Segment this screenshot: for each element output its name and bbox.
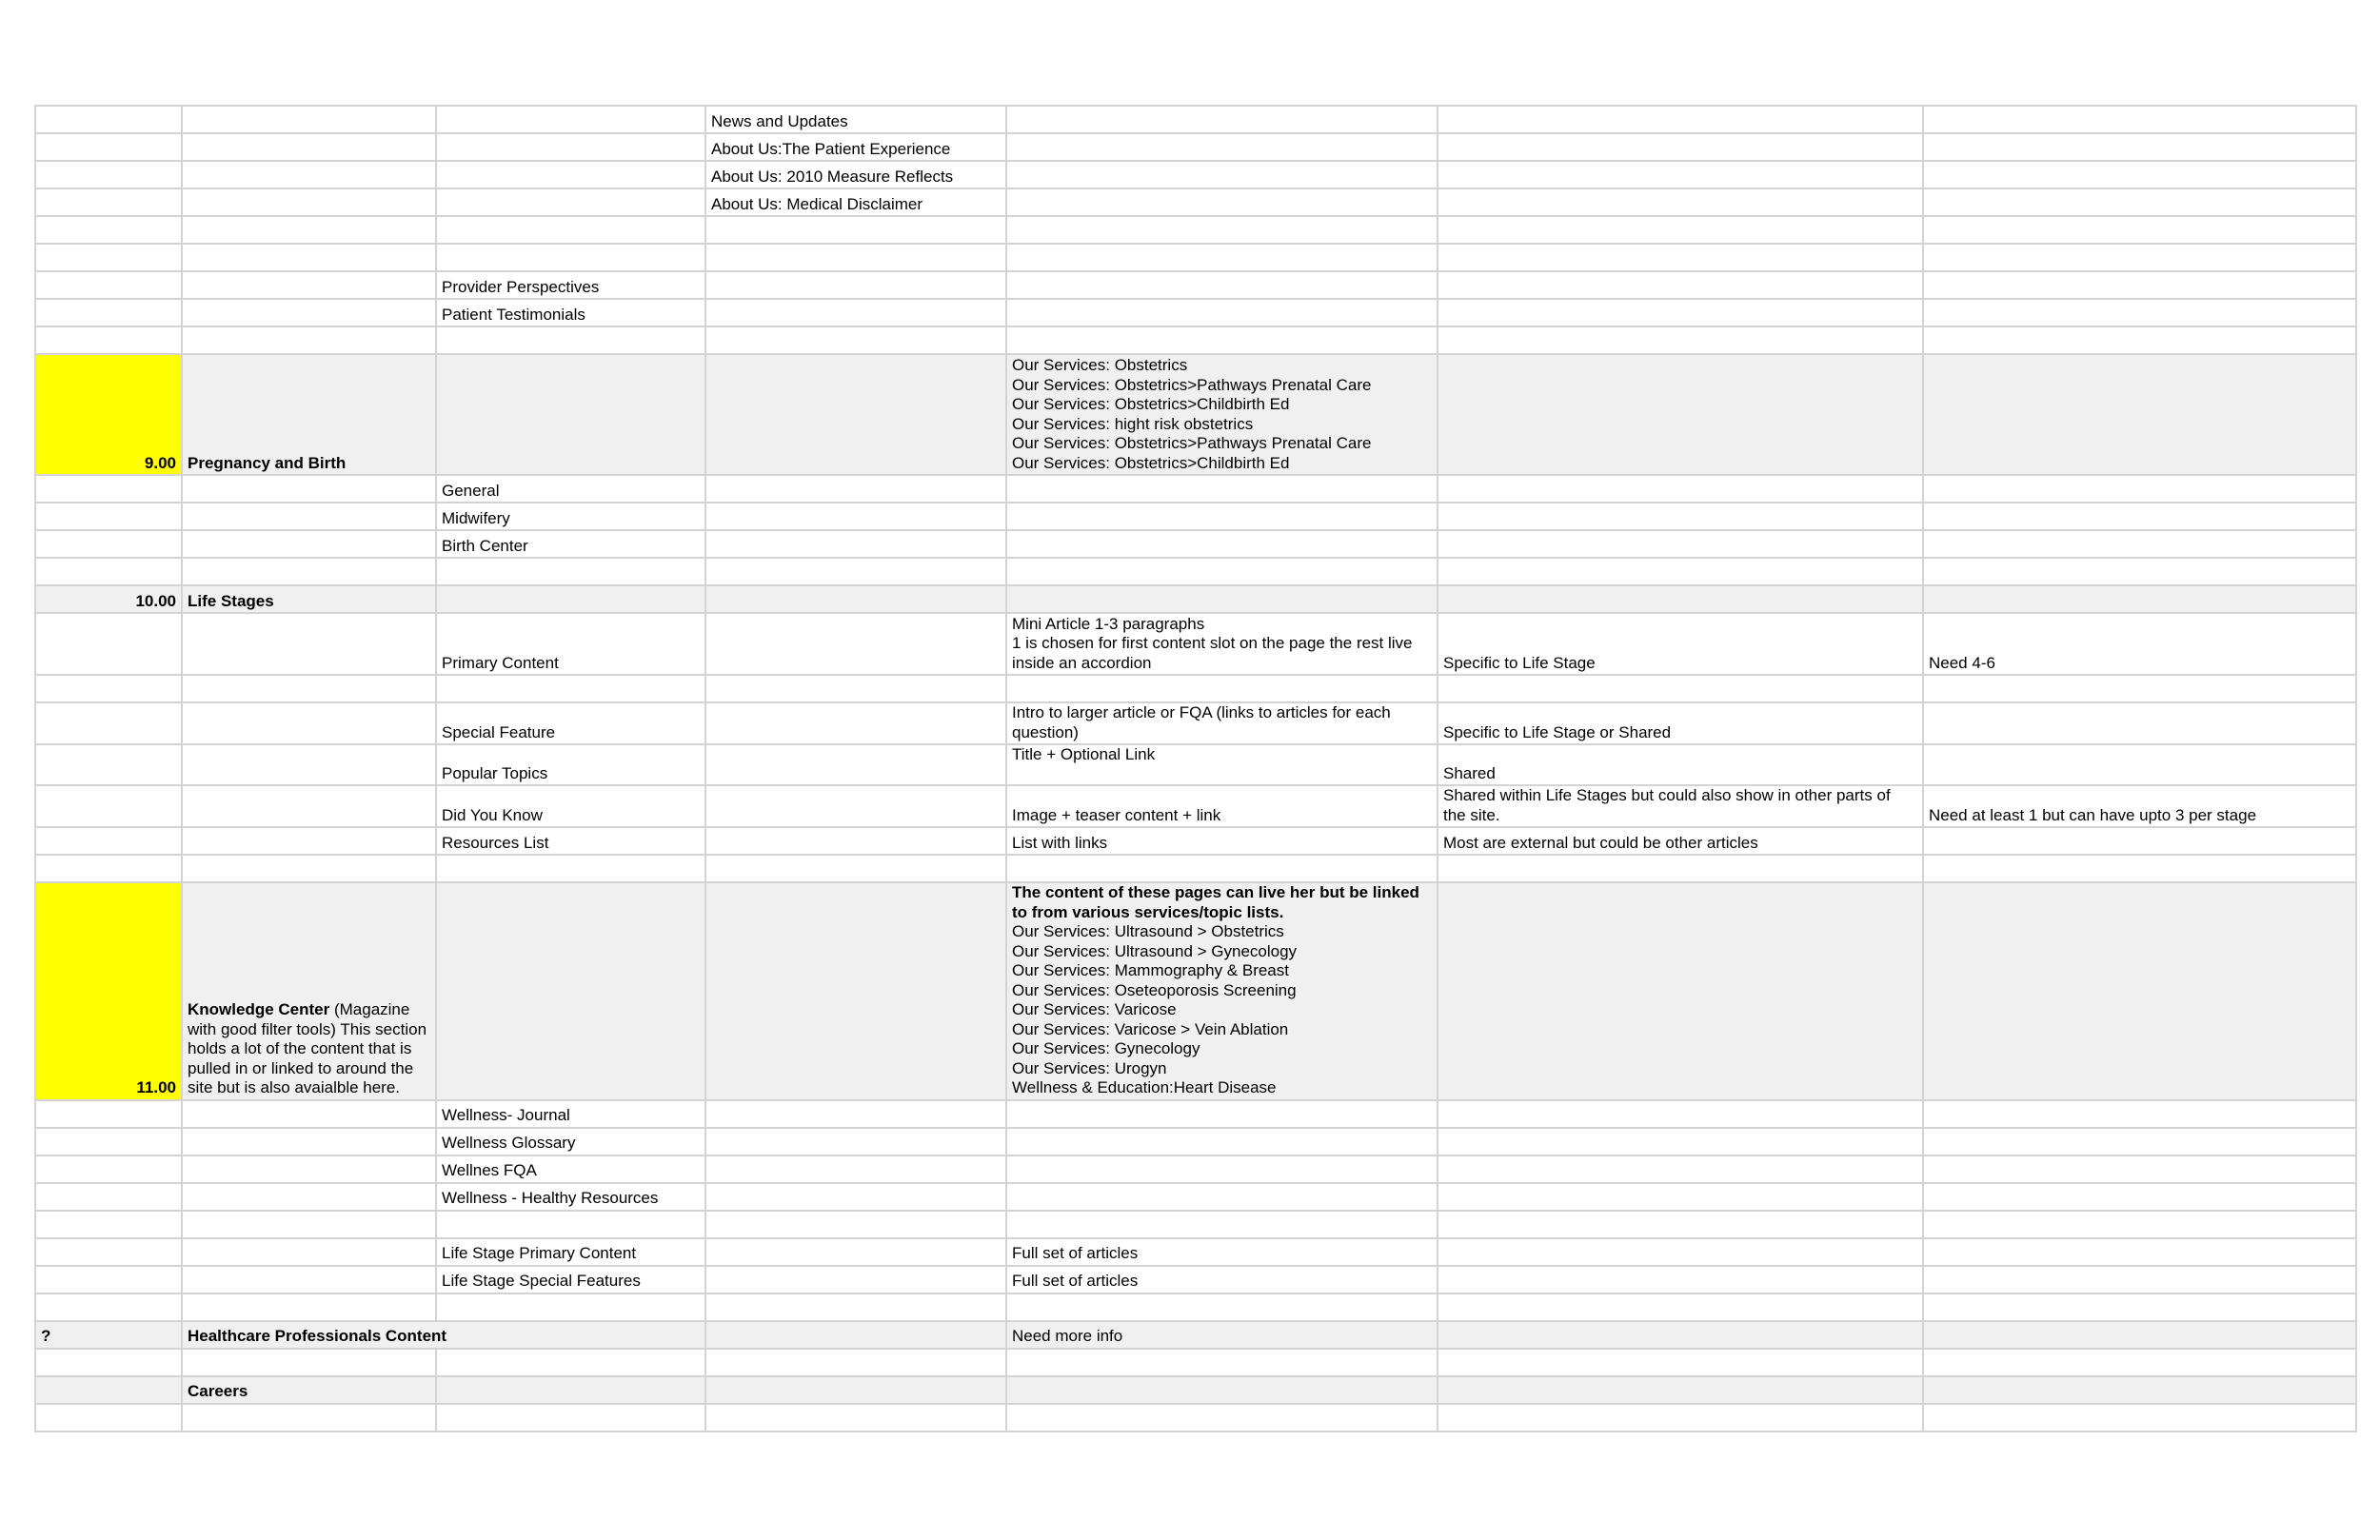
pregnancy-page: Our Services: Obstetrics: [1012, 356, 1188, 374]
cell-disclaimer[interactable]: About Us: Medical Disclaimer: [705, 188, 1006, 216]
cell-primary-desc[interactable]: [1006, 613, 1438, 675]
row-patient-experience: [35, 133, 2356, 161]
cell-special-desc[interactable]: Intro to larger article or FQA (links to articles for each question): [1006, 702, 1438, 744]
cell-general[interactable]: General: [436, 475, 705, 503]
cell-special-scope[interactable]: Specific to Life Stage or Shared: [1438, 702, 1923, 744]
cell-did-you-know-count[interactable]: Need at least 1 but can have upto 3 per stage: [1923, 785, 2356, 827]
row-resources-list: [35, 827, 2356, 855]
row-wellness-glossary: [35, 1128, 2356, 1155]
cell-ls-special[interactable]: Life Stage Special Features: [436, 1266, 705, 1293]
row-patient-testimonials: [35, 299, 2356, 326]
primary-desc-line: Mini Article 1-3 paragraphs: [1012, 614, 1205, 633]
row-empty: [35, 558, 2356, 585]
row-news: [35, 106, 2356, 133]
row-popular-topics: [35, 744, 2356, 785]
pregnancy-page: Our Services: Obstetrics>Childbirth Ed: [1012, 395, 1290, 413]
row-did-you-know: [35, 785, 2356, 827]
row-empty: [35, 1349, 2356, 1376]
cell-did-you-know-scope[interactable]: Shared within Life Stages but could also show in other parts of the site.: [1438, 785, 1923, 827]
row-provider-perspectives: [35, 271, 2356, 299]
row-life-stages: [35, 585, 2356, 613]
section-number-healthcare[interactable]: ?: [35, 1321, 182, 1349]
row-knowledge-center: [35, 882, 2356, 1100]
row-healthcare: [35, 1321, 2356, 1349]
row-empty: [35, 216, 2356, 244]
knowledge-page: Our Services: Varicose > Vein Ablation: [1012, 1019, 1289, 1038]
cell-did-you-know-desc[interactable]: Image + teaser content + link: [1006, 785, 1438, 827]
cell-resources-list[interactable]: Resources List: [436, 827, 705, 855]
cell-resources-desc[interactable]: List with links: [1006, 827, 1438, 855]
cell-healthcare-desc[interactable]: Need more info: [1006, 1321, 1438, 1349]
row-measure: [35, 161, 2356, 188]
row-midwifery: [35, 503, 2356, 530]
row-empty: [35, 244, 2356, 271]
row-empty: [35, 1293, 2356, 1321]
row-ls-special: [35, 1266, 2356, 1293]
cell-wellness-fqa[interactable]: Wellnes FQA: [436, 1155, 705, 1183]
row-primary-content: [35, 613, 2356, 675]
spreadsheet-grid: [34, 105, 2357, 1432]
knowledge-page: Wellness & Education:Heart Disease: [1012, 1078, 1277, 1096]
cell-patient-experience[interactable]: About Us:The Patient Experience: [705, 133, 1006, 161]
row-empty: [35, 675, 2356, 702]
row-empty: [35, 1404, 2356, 1431]
row-ls-primary: [35, 1238, 2356, 1266]
row-disclaimer: [35, 188, 2356, 216]
cell-ls-primary[interactable]: Life Stage Primary Content: [436, 1238, 705, 1266]
cell-ls-special-desc[interactable]: Full set of articles: [1006, 1266, 1438, 1293]
cell-patient-testimonials[interactable]: Patient Testimonials: [436, 299, 705, 326]
cell-primary-content[interactable]: Primary Content: [436, 613, 705, 675]
knowledge-title: Knowledge Center: [188, 1000, 330, 1018]
cell-wellness-resources[interactable]: Wellness - Healthy Resources: [436, 1183, 705, 1211]
cell-primary-count[interactable]: Need 4-6: [1923, 613, 2356, 675]
cell-news[interactable]: News and Updates: [705, 106, 1006, 133]
row-empty: [35, 855, 2356, 882]
knowledge-intro: The content of these pages can live her but be linked to from various services/topic lists.: [1012, 883, 1419, 921]
knowledge-page: Our Services: Mammography & Breast: [1012, 961, 1289, 979]
cell-special-feature[interactable]: Special Feature: [436, 702, 705, 744]
cell-pregnancy-pages[interactable]: [1006, 354, 1438, 475]
row-birth-center: [35, 530, 2356, 558]
knowledge-page: Our Services: Gynecology: [1012, 1039, 1200, 1057]
section-title-knowledge[interactable]: [182, 882, 436, 1100]
row-pregnancy-birth: [35, 354, 2356, 475]
row-wellness-resources: [35, 1183, 2356, 1211]
cell-birth-center[interactable]: Birth Center: [436, 530, 705, 558]
section-number-10[interactable]: 10.00: [35, 585, 182, 613]
cell-popular-topics[interactable]: Popular Topics: [436, 744, 705, 785]
cell-primary-scope[interactable]: Specific to Life Stage: [1438, 613, 1923, 675]
cell-popular-desc[interactable]: Title + Optional Link: [1006, 744, 1438, 785]
cell-midwifery[interactable]: Midwifery: [436, 503, 705, 530]
pregnancy-page: Our Services: Obstetrics>Pathways Prenatal Care: [1012, 434, 1372, 452]
row-general: [35, 475, 2356, 503]
knowledge-title-note: (Magazine with good filter tools) This section holds a lot of the content that is pulled in or linked to around the site but is also avaialble here.: [188, 1000, 427, 1096]
section-title-careers[interactable]: Careers: [182, 1376, 436, 1404]
row-special-feature: [35, 702, 2356, 744]
knowledge-page: Our Services: Ultrasound > Obstetrics: [1012, 922, 1284, 940]
row-empty: [35, 326, 2356, 354]
cell-ls-primary-desc[interactable]: Full set of articles: [1006, 1238, 1438, 1266]
row-careers: [35, 1376, 2356, 1404]
cell-resources-scope[interactable]: Most are external but could be other articles: [1438, 827, 1923, 855]
section-number-9[interactable]: 9.00: [35, 354, 182, 475]
knowledge-page: Our Services: Oseteoporosis Screening: [1012, 980, 1297, 999]
knowledge-page: Our Services: Varicose: [1012, 1000, 1177, 1018]
cell-knowledge-pages[interactable]: [1006, 882, 1438, 1100]
cell-popular-scope[interactable]: Shared: [1438, 744, 1923, 785]
primary-desc-line: 1 is chosen for first content slot on the page the rest live inside an accordion: [1012, 634, 1413, 672]
section-title-healthcare[interactable]: Healthcare Professionals Content: [182, 1321, 705, 1349]
knowledge-page: Our Services: Urogyn: [1012, 1058, 1167, 1077]
pregnancy-page: Our Services: Obstetrics>Childbirth Ed: [1012, 453, 1290, 472]
row-wellness-journal: [35, 1100, 2356, 1128]
cell-provider-perspectives[interactable]: Provider Perspectives: [436, 271, 705, 299]
pregnancy-page: Our Services: hight risk obstetrics: [1012, 414, 1254, 433]
pregnancy-page: Our Services: Obstetrics>Pathways Prenatal Care: [1012, 375, 1372, 394]
section-title-life-stages[interactable]: Life Stages: [182, 585, 436, 613]
section-number-11[interactable]: 11.00: [35, 882, 182, 1100]
cell-did-you-know[interactable]: Did You Know: [436, 785, 705, 827]
cell-wellness-glossary[interactable]: Wellness Glossary: [436, 1128, 705, 1155]
cell-measure[interactable]: About Us: 2010 Measure Reflects: [705, 161, 1006, 188]
cell-wellness-journal[interactable]: Wellness- Journal: [436, 1100, 705, 1128]
knowledge-page: Our Services: Ultrasound > Gynecology: [1012, 941, 1298, 960]
row-wellness-fqa: [35, 1155, 2356, 1183]
section-title-pregnancy[interactable]: Pregnancy and Birth: [182, 354, 436, 475]
row-empty: [35, 1211, 2356, 1238]
